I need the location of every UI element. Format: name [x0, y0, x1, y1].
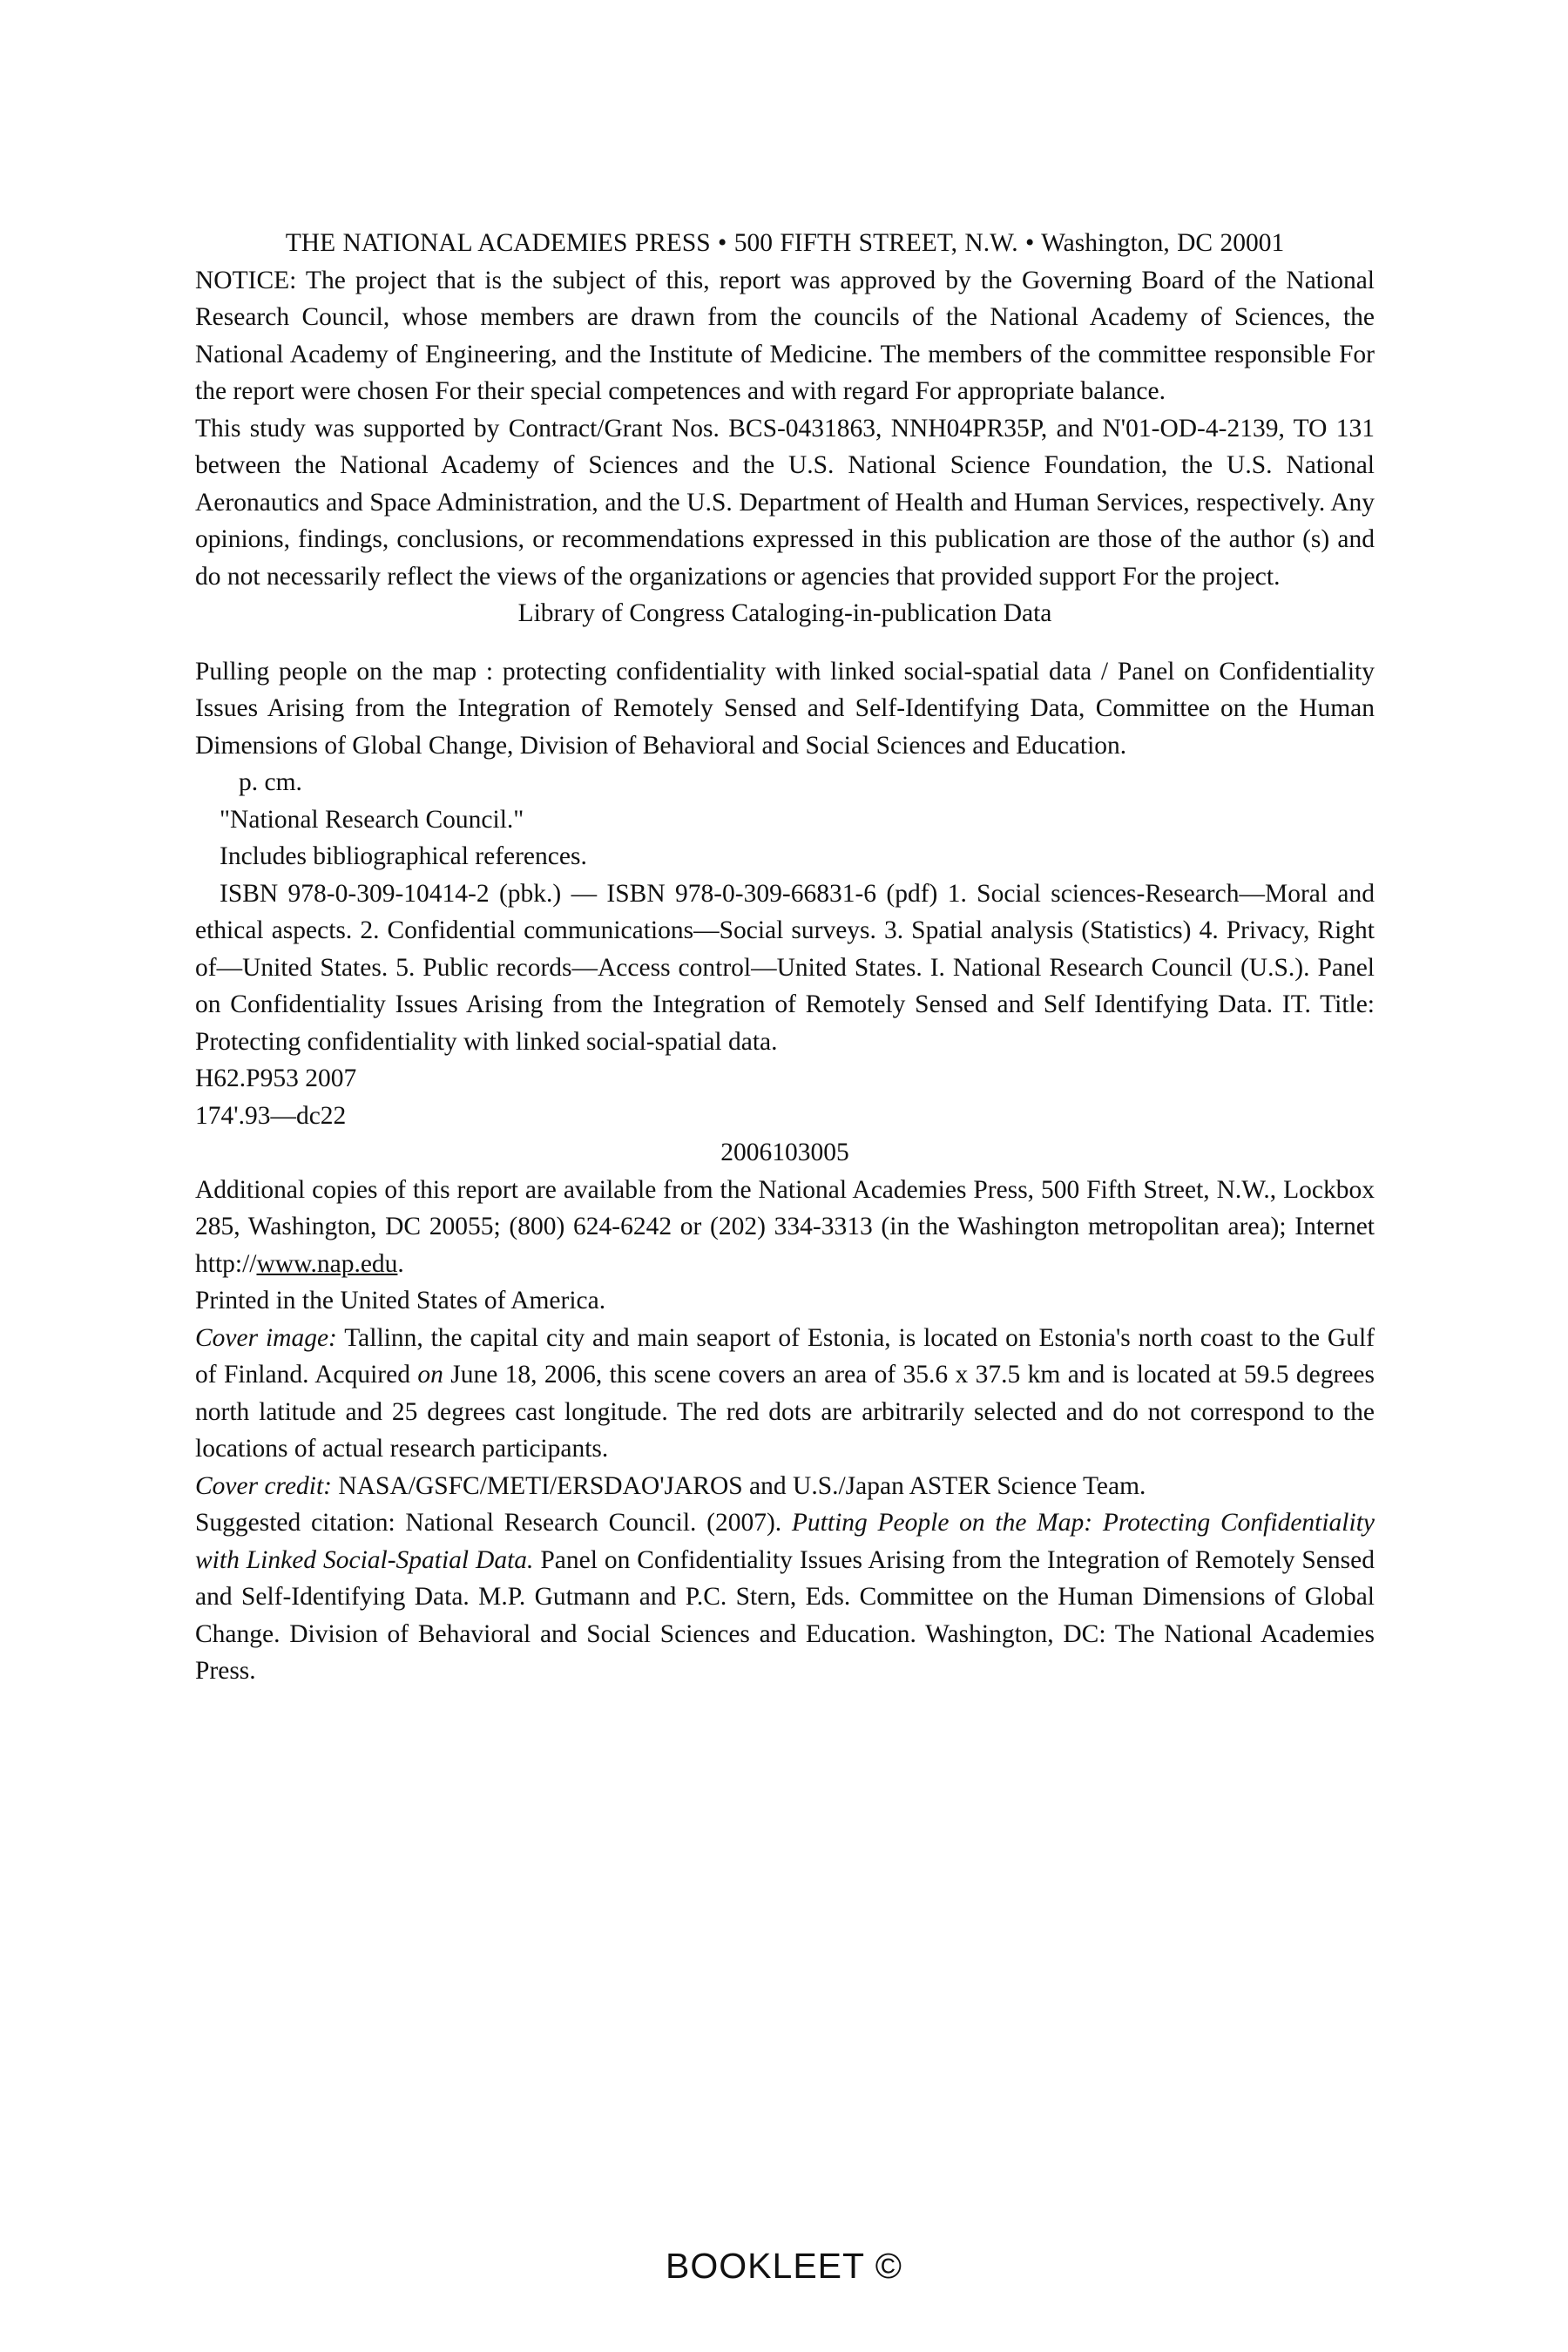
cover-image-text-1: Tallinn, the capital city and main seaport of Estonia, is located on Estonia's north coast to the Gulf of Finland. Acquired [195, 1323, 1375, 1389]
cover-credit-paragraph [195, 1468, 1375, 1505]
copies-end: . [397, 1249, 404, 1278]
cip-dewey: 174'.93—dc22 [195, 1101, 347, 1130]
cip-pages: p. cm. [239, 768, 302, 796]
cip-title: Pulling people on the map : protecting confidentiality with linked social-spatial data / Panel on Confidentiality Issues Arising from the Integration of Remotely Sensed and Self-Identifying Data, Committee on the Human Dimensions of Global Change, Division of Behavioral and Social Sciences and Education. [195, 657, 1375, 760]
copies-text: Additional copies of this report are available from the National Academies Press, 500 Fifth Street, N.W., Lockbox 285, Washington, DC 20055; (800) 624-6242 or (202) 334-3313 (in the Washington metropolitan area); Internet http:// [195, 1175, 1375, 1278]
cover-image-paragraph [195, 1320, 1375, 1468]
cip-isbn-subjects: ISBN 978-0-309-10414-2 (pbk.) — ISBN 978-0-309-66831-6 (pdf) 1. Social sciences-Research—Moral and ethical aspects. 2. Confidential communications—Social surveys. 3. Spatial analysis (Statistics) 4. Privacy, Right of—United States. 5. Public records—Access control—United States. I. National Research Council (U.S.). Panel on Confidentiality Issues Arising from the Integration of Remotely Sensed and Self Identifying Data. IT. Title: Protecting confidentiality with linked social-spatial data. [195, 879, 1375, 1056]
cip-note-nrc: "National Research Council." [220, 805, 524, 834]
cover-image-on: on [417, 1361, 443, 1389]
cover-credit-label: Cover credit: [195, 1471, 333, 1500]
cover-credit-text: NASA/GSFC/METI/ERSDAO'JAROS and U.S./Japan ASTER Science Team. [332, 1471, 1146, 1500]
printed-line: Printed in the United States of America. [195, 1287, 606, 1315]
bookleet-watermark: BOOKLEET © [666, 2246, 902, 2286]
citation-post: Panel on Confidentiality Issues Arising from the Integration of Remotely Sensed and Self-Identifying Data. M.P. Gutmann and P.C. Stern, Eds. Committee on the Human Dimensions of Global Change. Division of Behavioral and Social Sciences and Education. Washington, DC: The National Academies Press. [195, 1545, 1375, 1685]
nap-website-link[interactable]: www.nap.edu [256, 1249, 398, 1278]
cover-image-text-2: June 18, 2006, this scene covers an area of 35.6 x 37.5 km and is located at 59.5 degrees north latitude and 25 degrees cast longitude. The red dots are arbitrarily selected and do not correspond to the locations of actual research participants. [195, 1361, 1375, 1463]
cip-note-bibliography: Includes bibliographical references. [220, 842, 587, 870]
cip-call-number: H62.P953 2007 [195, 1064, 357, 1092]
cip-heading: Library of Congress Cataloging-in-publication Data [517, 599, 1052, 627]
publisher-line: THE NATIONAL ACADEMIES PRESS • 500 FIFTH STREET, N.W. • Washington, DC 20001 [285, 229, 1285, 257]
citation-pre: Suggested citation: National Research Council. (2007). [195, 1509, 792, 1537]
cover-image-label: Cover image: [195, 1323, 337, 1352]
support-paragraph: This study was supported by Contract/Grant Nos. BCS-0431863, NNH04PR35P, and N'01-OD-4-2139, TO 131 between the National Academy of Sciences and the U.S. National Science Foundation, the U.S. National Aeronautics and Space Administration, and the U.S. Department of Health and Human Services, respectively. Any opinions, findings, conclusions, or recommendations expressed in this publication are those of the author (s) and do not necessarily reflect the views of the organizations or agencies that provided support For the project. [195, 414, 1375, 591]
citation-paragraph [195, 1504, 1375, 1690]
cip-lccn: 2006103005 [720, 1139, 849, 1166]
notice-paragraph: NOTICE: The project that is the subject of this, report was approved by the Governing Board of the National Research Council, whose members are drawn from the councils of the National Academy of Sciences, the National Academy of Engineering, and the Institute of Medicine. The members of the committee responsible For the report were chosen For their special competences and with regard For appropriate balance. [195, 266, 1375, 405]
citation-title: Putting People on the Map: Protecting Confidentiality with Linked Social-Spatial Data. [195, 1509, 1375, 1574]
copies-paragraph [195, 1172, 1375, 1283]
page-content [195, 225, 1375, 1690]
